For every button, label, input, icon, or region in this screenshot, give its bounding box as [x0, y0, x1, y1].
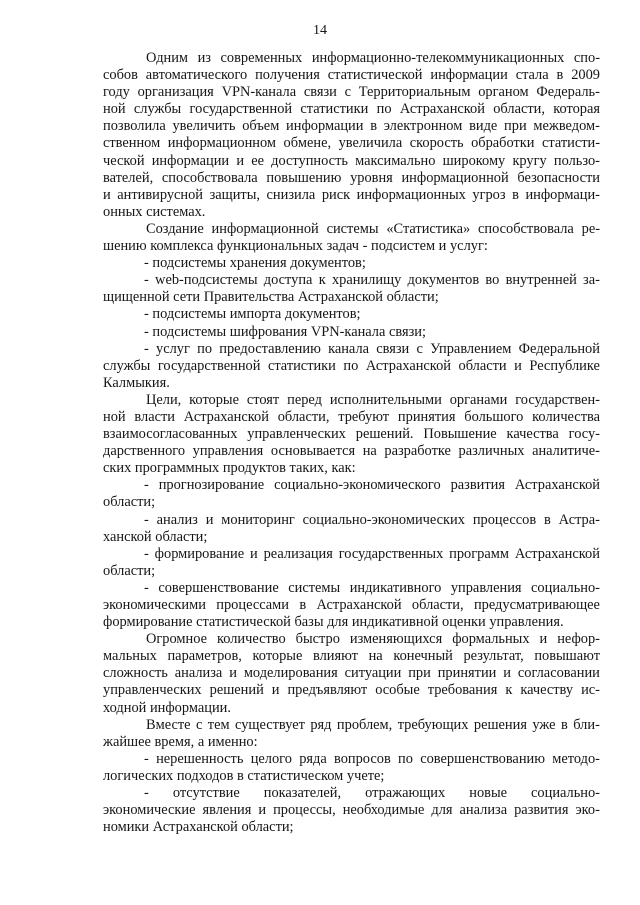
text-line: - формирование и реализация государственных программ Астраханской [144, 545, 600, 562]
text-line: ственном информационном обмене, увеличила скорость обработки статисти- [103, 135, 600, 152]
text-line: формирование статистической базы для индикативной оценки управления. [103, 614, 564, 631]
text-line: ских программных продуктов таких, как: [103, 460, 356, 477]
text-line: номики Астраханской области; [103, 819, 294, 836]
text-line: ной службы государственной статистики по Астраханской области, которая [103, 101, 600, 118]
text-line: позволила увеличить объем информации в электронном виде при межведом- [103, 118, 600, 135]
text-line: мальных параметров, которые влияют на конечный результат, повышают [103, 648, 600, 665]
text-line: вателей, способствовала повышению уровня информационной безопасности [103, 169, 600, 186]
text-line: - подсистемы импорта документов; [144, 306, 361, 323]
text-line: службы государственной статистики по Астраханской области и Республике [103, 357, 600, 374]
text-line: собов автоматического получения статистической информации стала в 2009 [103, 67, 600, 84]
text-line: ческой информации и ее доступность максимально широкому кругу пользо- [103, 152, 600, 169]
body-text [103, 50, 600, 836]
text-line: области; [103, 562, 156, 579]
text-line: - подсистемы хранения документов; [144, 255, 366, 272]
text-line: - подсистемы шифрования VPN-канала связи; [144, 323, 426, 340]
text-line: экономические явления и процессы, необходимые для анализа развития эко- [103, 802, 600, 819]
text-line: области; [103, 494, 156, 511]
text-line: Калмыкия. [103, 374, 170, 391]
text-line: ходной информации. [103, 699, 231, 716]
text-line: - отсутствие показателей, отражающих новые социально- [144, 785, 600, 802]
text-line: взаимосогласованных управленческих решений. Повышение качества госу- [103, 426, 600, 443]
text-line: ханской области; [103, 528, 208, 545]
page-number: 14 [313, 23, 327, 38]
text-line: Огромное количество быстро изменяющихся формальных и нефор- [146, 631, 600, 648]
text-line: сложность анализа и моделирования ситуации при принятии и согласовании [103, 665, 600, 682]
text-line: - совершенствование системы индикативного управления социально- [144, 579, 600, 596]
text-line: - прогнозирование социально-экономического развития Астраханской [144, 477, 600, 494]
text-line: - услуг по предоставлению канала связи с Управлением Федеральной [144, 340, 600, 357]
text-line: экономическими процессами в Астраханской области, предусматривающее [103, 597, 600, 613]
text-line: Вместе с тем существует ряд проблем, требующих решения уже в бли- [146, 716, 600, 733]
text-line: онных системах. [103, 203, 206, 220]
text-line: шению комплекса функциональных задач - подсистем и услуг: [103, 238, 488, 255]
text-line: Цели, которые стоят перед исполнительными органами государствен- [146, 391, 600, 408]
text-line: жайшее время, а именно: [103, 733, 258, 750]
text-line: Создание информационной системы «Статистика» способствовала ре- [146, 220, 600, 237]
text-line: дарственного управления основывается на разработке различных аналитиче- [103, 443, 600, 460]
text-line: и антивирусной защиты, снизила риск информационных угроз в информаци- [103, 186, 600, 203]
text-line: управленческих решений и предъявляют особые требования к качеству ис- [103, 682, 600, 699]
text-line: - нерешенность целого ряда вопросов по совершенствованию методо- [144, 750, 600, 767]
text-line: Одним из современных информационно-телекоммуникационных спо- [146, 50, 600, 66]
text-line: щищенной сети Правительства Астраханской области; [103, 289, 439, 306]
text-line: - web-подсистемы доступа к хранилищу документов во внутренней за- [144, 272, 600, 289]
text-line: - анализ и мониторинг социально-экономических процессов в Астра- [144, 511, 600, 528]
text-line: ной власти Астраханской области, требуют принятия большого количества [103, 408, 600, 425]
text-line: году организация VPN-канала связи с Территориальным органом Федераль- [103, 84, 600, 101]
text-line: логических подходов в статистическом учете; [103, 767, 385, 784]
